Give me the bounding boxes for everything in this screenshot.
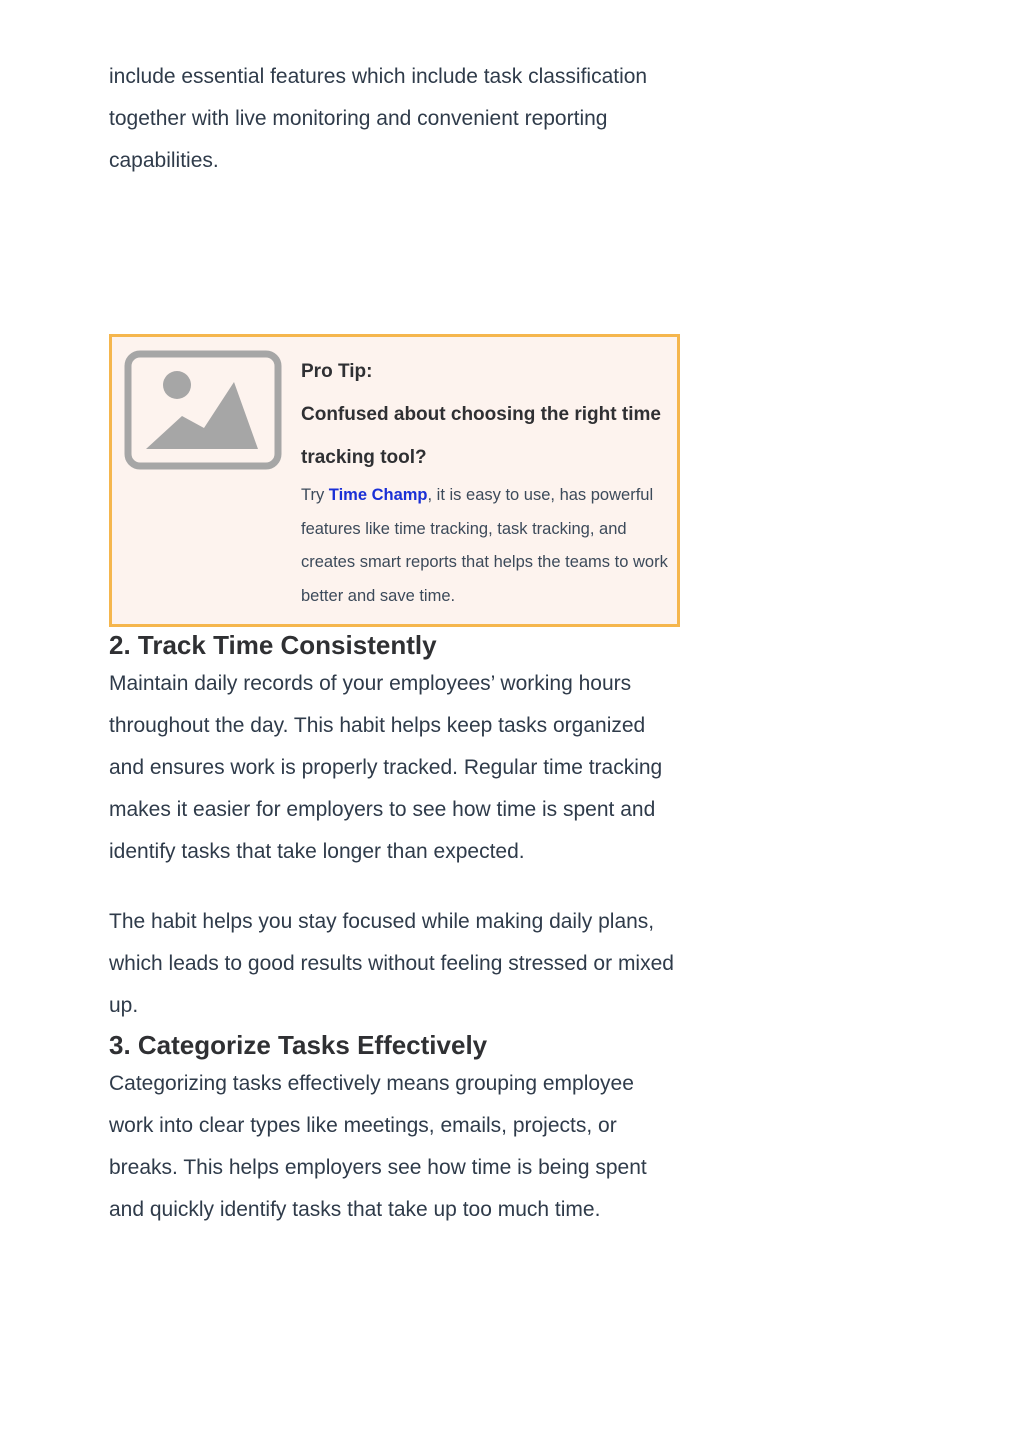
paragraph-gap: [109, 873, 681, 901]
section-heading-track-time: 2. Track Time Consistently: [109, 630, 437, 660]
section3-paragraph-1: Categorizing tasks effectively means grouping employee work into clear types like meetings, emails, projects, or breaks. This helps employers see how time is being spent and quickly identify tasks that take up too much time.: [109, 1072, 647, 1221]
pro-tip-body-suffix: , it is easy to use, has powerful features like time tracking, task tracking, and creates smart reports that helps the teams to work better and save time.: [301, 486, 668, 605]
section2-paragraph-1: Maintain daily records of your employees’ working hours throughout the day. This habit helps keep tasks organized and ensures work is properly tracked. Regular time tracking makes it easier for employers to see how time is spent and identify tasks that take longer than expected.: [109, 672, 663, 863]
section-heading-categorize-tasks: 3. Categorize Tasks Effectively: [109, 1030, 488, 1060]
spacer: [109, 182, 681, 334]
pro-tip-text: [301, 351, 673, 613]
pro-tip-body-prefix: Try: [301, 486, 329, 504]
pro-tip-question: Confused about choosing the right time tracking tool?: [301, 404, 661, 468]
pro-tip-label: Pro Tip:: [301, 361, 373, 382]
time-champ-link[interactable]: Time Champ: [328, 486, 428, 504]
pro-tip-box: [109, 334, 680, 627]
article-content: [109, 56, 681, 1231]
section2-paragraph-2: The habit helps you stay focused while making daily plans, which leads to good results without feeling stressed or mixed up.: [109, 910, 674, 1017]
image-placeholder-icon: [124, 350, 282, 470]
pro-tip-body: [301, 479, 673, 613]
intro-paragraph: include essential features which include task classification together with live monitoring and convenient reporting capabilities.: [109, 65, 648, 172]
